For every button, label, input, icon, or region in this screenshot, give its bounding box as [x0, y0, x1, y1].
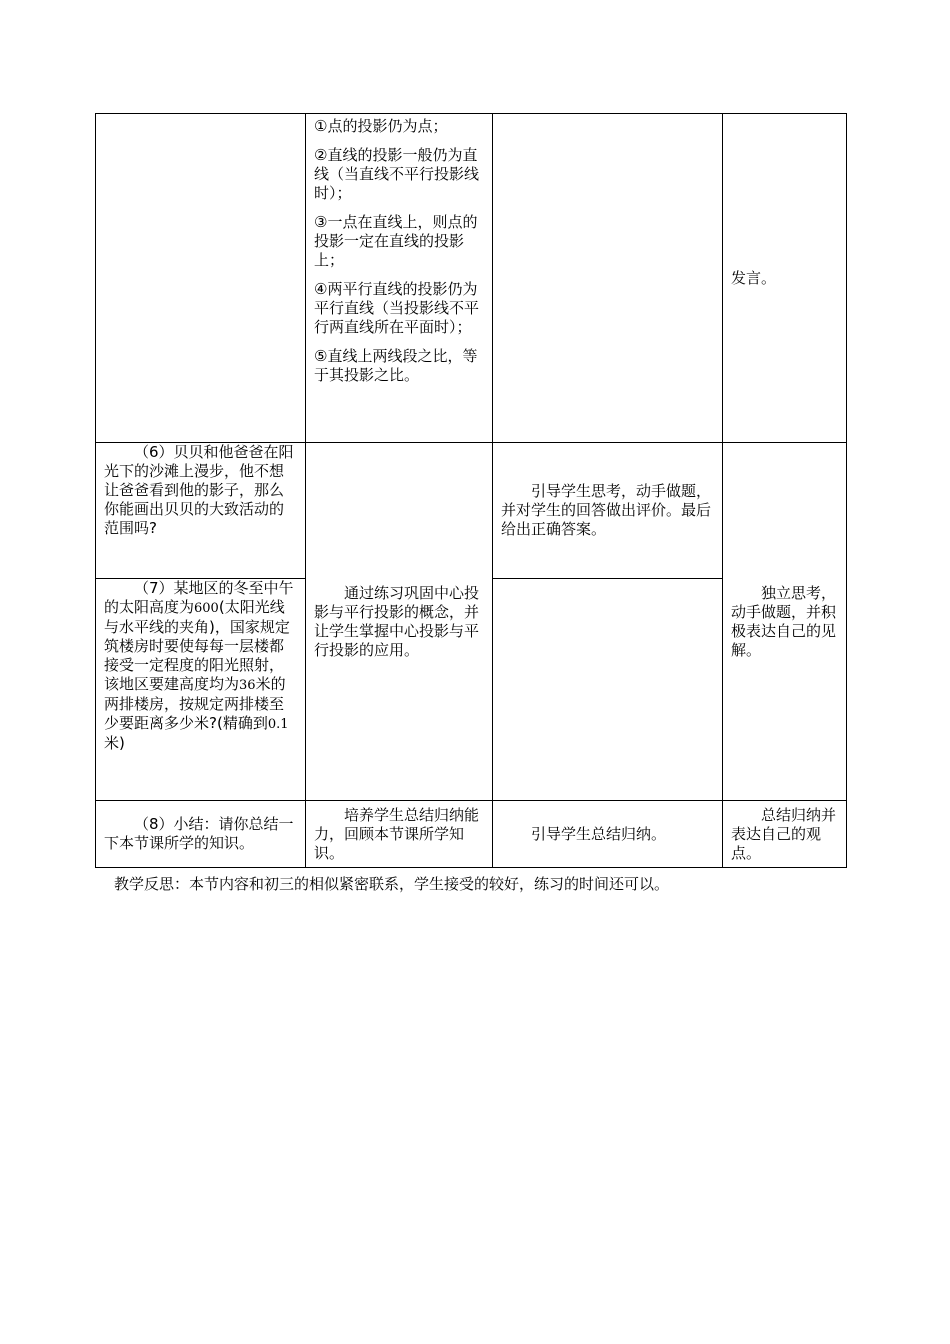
- empty-cell: [493, 114, 723, 443]
- property-item: ④两平行直线的投影仍为平行直线（当投影线不平行两直线所在平面时）；: [314, 280, 480, 336]
- design-intent-text: 培养学生总结归纳能力，回顾本节课所学知识。: [314, 805, 480, 862]
- student-activity-text: 独立思考，动手做题，并积极表达自己的见解。: [731, 583, 837, 659]
- teacher-activity-cell: [493, 443, 723, 579]
- student-activity-cell: [723, 801, 847, 868]
- problem-6-text: （6）贝贝和他爸爸在阳光下的沙滩上漫步，他不想让爸爸看到他的影子，那么你能画出贝贝的大致活动的范围吗?: [104, 443, 294, 537]
- problem-7-text: 米): [104, 734, 125, 752]
- student-activity-cell: [723, 443, 847, 801]
- table-row: [96, 114, 847, 443]
- student-activity-text: 发言。: [731, 268, 777, 287]
- teacher-activity-text: 引导学生总结归纳。: [531, 824, 667, 843]
- empty-cell: [96, 114, 306, 443]
- design-intent-cell: [306, 443, 493, 801]
- summary-text: （8）小结：请你总结一下本节课所学的知识。: [104, 815, 294, 852]
- lesson-table: [95, 113, 847, 868]
- teaching-reflection: 教学反思：本节内容和初三的相似紧密联系，学生接受的较好，练习的时间还可以。: [114, 875, 670, 893]
- precision-value: 0.1: [267, 717, 289, 732]
- teacher-activity-text: 引导学生思考，动手做题，并对学生的回答做出评价。最后给出正确答案。: [501, 482, 712, 538]
- student-activity-cell: [723, 114, 847, 443]
- problem-7-text: （7）某地区的冬至中午的太阳高度为: [104, 579, 294, 616]
- property-item: ②直线的投影一般仍为直线（当直线不平行投影线时）；: [314, 146, 480, 202]
- problem-7-text: (太阳光线与水平线的夹角)，国家规定筑楼房时要使每每一层楼都接受一定程度的阳光照射，该地区要建高度均为: [104, 598, 290, 693]
- design-intent-text: 通过练习巩固中心投影与平行投影的概念，并让学生掌握中心投影与平行投影的应用。: [314, 583, 480, 659]
- problem-6-cell: [96, 443, 306, 579]
- table-row: [96, 801, 847, 868]
- building-height-value: 36: [239, 678, 256, 693]
- property-item: ③一点在直线上，则点的投影一定在直线的投影上；: [314, 213, 478, 269]
- teacher-activity-cell: [493, 801, 723, 868]
- projection-properties-cell: [306, 114, 493, 443]
- property-item: ①点的投影仍为点；: [314, 117, 448, 135]
- student-activity-text: 总结归纳并表达自己的观点。: [731, 805, 837, 862]
- table-row: [96, 443, 847, 579]
- problem-7-text: 米的两排楼房，按规定两排楼至少要距离多少米?(精确到: [104, 675, 286, 732]
- sun-angle-value: 600: [194, 601, 219, 616]
- design-intent-cell: [306, 801, 493, 868]
- problem-7-cell: [96, 579, 306, 801]
- summary-cell: [96, 801, 306, 868]
- empty-cell: [493, 579, 723, 801]
- property-item: ⑤直线上两线段之比，等于其投影之比。: [314, 347, 478, 384]
